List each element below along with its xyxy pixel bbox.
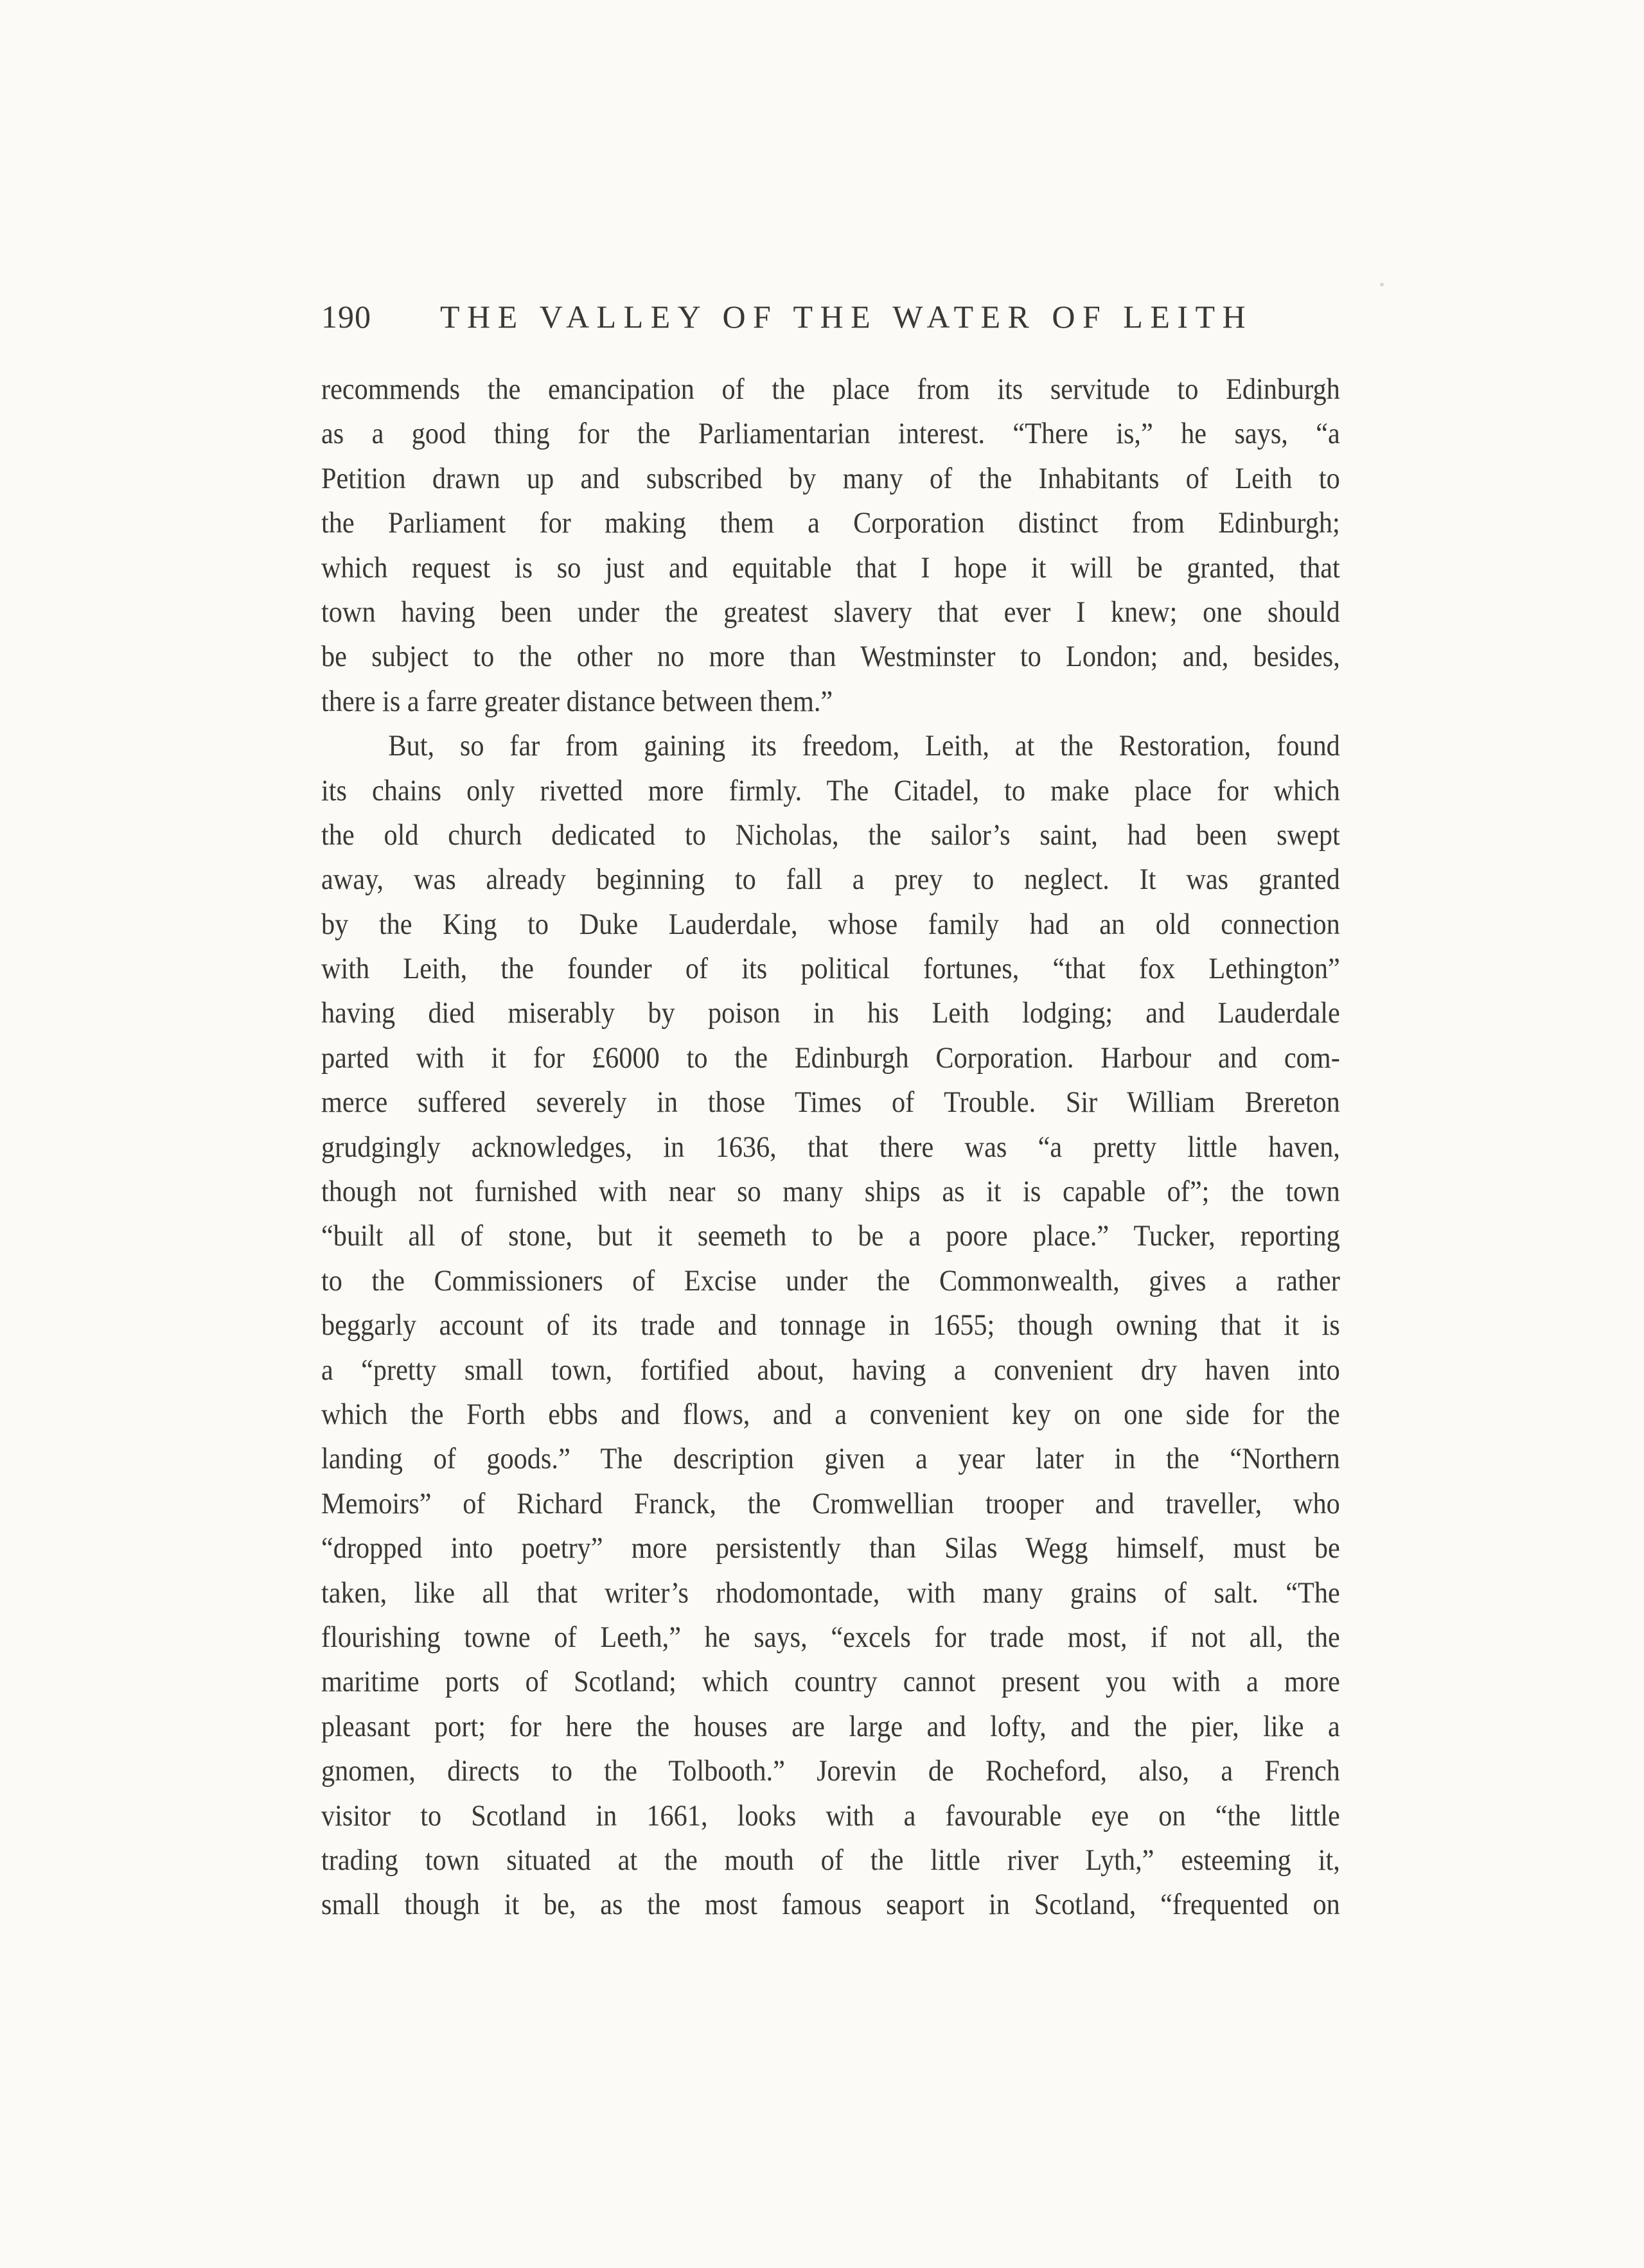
text-line: parted with it for £6000 to the Edinburgh Corporation. Harbour and com- xyxy=(321,1041,1340,1075)
page-header xyxy=(321,294,1339,339)
text-line-paragraph-end: there is a farre greater distance between them.” xyxy=(321,684,833,718)
text-line: to the Commissioners of Excise under the Commonwealth, gives a rather xyxy=(321,1263,1340,1297)
text-line: the old church dedicated to Nicholas, the sailor’s saint, had been swept xyxy=(321,818,1340,852)
body-text xyxy=(321,367,1340,1928)
text-line: landing of goods.” The description given a year later in the “Northern xyxy=(321,1442,1340,1476)
paper-speck xyxy=(1380,283,1384,286)
text-line: grudgingly acknowledges, in 1636, that there was “a pretty little haven, xyxy=(321,1130,1340,1164)
text-line: be subject to the other no more than Westminster to London; and, besides, xyxy=(321,640,1340,674)
text-line: a “pretty small town, fortified about, having a convenient dry haven into xyxy=(321,1353,1340,1387)
text-line: which the Forth ebbs and flows, and a convenient key on one side for the xyxy=(321,1397,1340,1431)
text-line: its chains only rivetted more firmly. The Citadel, to make place for which xyxy=(321,773,1340,807)
page-number: 190 xyxy=(321,299,371,335)
text-line: having died miserably by poison in his Leith lodging; and Lauderdale xyxy=(321,996,1340,1030)
text-line: merce suffered severely in those Times of Trouble. Sir William Brereton xyxy=(321,1086,1340,1120)
text-line: visitor to Scotland in 1661, looks with a favourable eye on “the little xyxy=(321,1798,1340,1833)
text-line: maritime ports of Scotland; which country cannot present you with a more xyxy=(321,1665,1340,1699)
text-line: beggarly account of its trade and tonnage in 1655; though owning that it is xyxy=(321,1308,1340,1342)
text-line: the Parliament for making them a Corporation distinct from Edinburgh; xyxy=(321,506,1340,540)
text-line: as a good thing for the Parliamentarian interest. “There is,” he says, “a xyxy=(321,417,1340,451)
text-line: gnomen, directs to the Tolbooth.” Jorevin de Rocheford, also, a French xyxy=(321,1754,1340,1788)
text-line: “dropped into poetry” more persistently than Silas Wegg himself, must be xyxy=(321,1531,1340,1565)
running-title: THE VALLEY OF THE WATER OF LEITH xyxy=(440,299,1253,335)
text-line: taken, like all that writer’s rhodomontade, with many grains of salt. “The xyxy=(321,1576,1340,1610)
text-line: pleasant port; for here the houses are large and lofty, and the pier, like a xyxy=(321,1709,1340,1743)
text-line: which request is so just and equitable that I hope it will be granted, that xyxy=(321,550,1340,585)
text-line: Petition drawn up and subscribed by many of the Inhabitants of Leith to xyxy=(321,461,1340,495)
text-line: trading town situated at the mouth of the little river Lyth,” esteeming it, xyxy=(321,1843,1340,1877)
text-line: by the King to Duke Lauderdale, whose family had an old connection xyxy=(321,907,1340,941)
text-line: away, was already beginning to fall a prey to neglect. It was granted xyxy=(321,863,1340,897)
text-line: recommends the emancipation of the place from its servitude to Edinburgh xyxy=(321,373,1340,406)
text-line-paragraph-start: But, so far from gaining its freedom, Leith, at the Restoration, found xyxy=(388,729,1340,763)
text-line: “built all of stone, but it seemeth to be a poore place.” Tucker, reporting xyxy=(321,1219,1340,1253)
text-line: though not furnished with near so many ships as it is capable of”; the town xyxy=(321,1175,1340,1209)
text-line: town having been under the greatest slavery that ever I knew; one should xyxy=(321,595,1340,629)
text-line: small though it be, as the most famous seaport in Scotland, “frequented on xyxy=(321,1888,1340,1922)
text-line: Memoirs” of Richard Franck, the Cromwellian trooper and traveller, who xyxy=(321,1486,1340,1520)
text-line: with Leith, the founder of its political fortunes, “that fox Lethington” xyxy=(321,952,1340,986)
text-line: flourishing towne of Leeth,” he says, “excels for trade most, if not all, the xyxy=(321,1620,1340,1654)
